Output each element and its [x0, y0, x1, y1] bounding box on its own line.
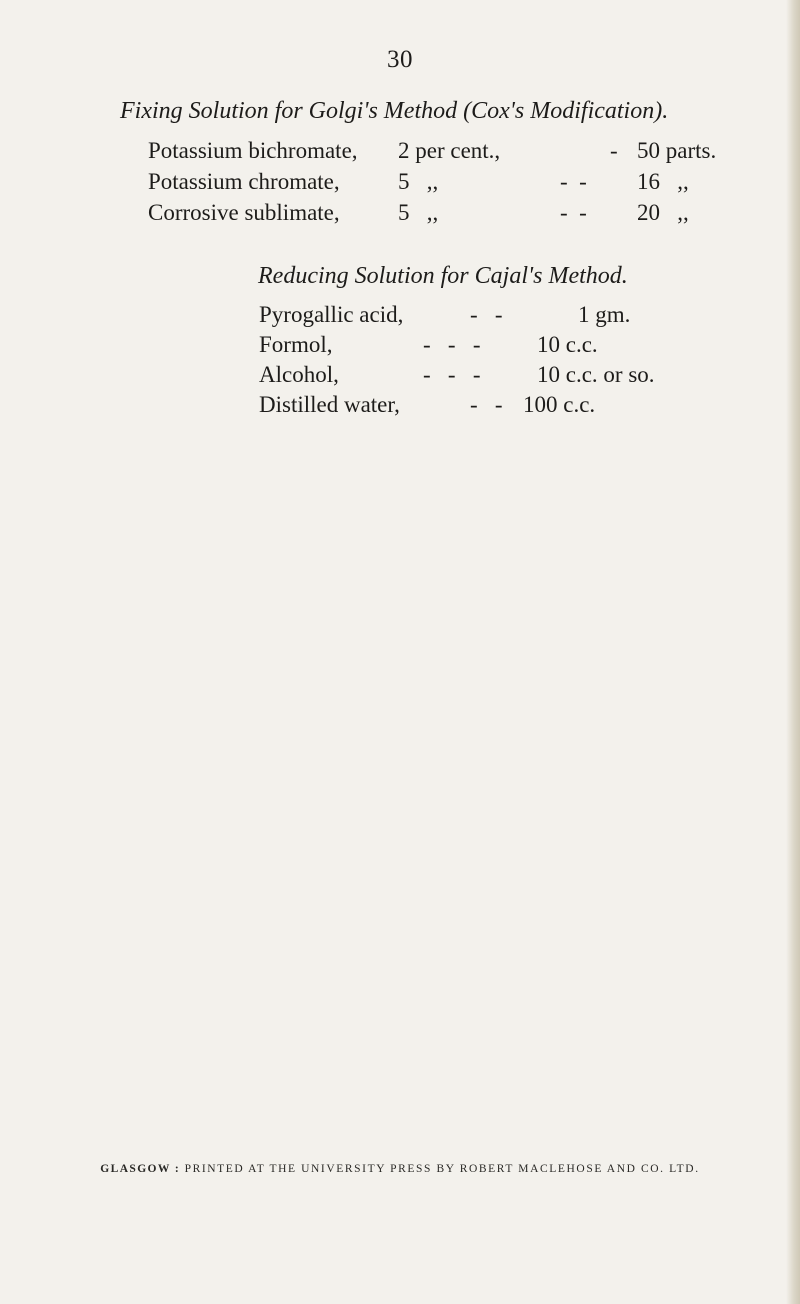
fixing-row-substance: Potassium chromate, — [148, 169, 340, 194]
fixing-row-amount: 16 ,, — [637, 169, 689, 194]
fixing-row-strength: 5 ,, — [398, 200, 439, 225]
fixing-solution-title: Fixing Solution for Golgi's Method (Cox's Modification). — [120, 98, 669, 124]
imprint-lead: GLASGOW : — [100, 1163, 181, 1175]
reducing-row-amount: 100 c.c. — [523, 392, 596, 417]
page-edge-shadow — [786, 0, 800, 1304]
fixing-row-separator: - - — [560, 169, 587, 194]
reducing-row-amount: 1 gm. — [578, 302, 631, 327]
fixing-row-amount: 50 parts. — [637, 138, 717, 163]
reducing-row-substance: Alcohol, — [259, 362, 339, 387]
page-number: 30 — [387, 46, 413, 73]
fixing-row-substance: Potassium bichromate, — [148, 138, 358, 163]
fixing-row-separator: - - — [560, 200, 587, 225]
reducing-row-substance: Formol, — [259, 332, 333, 357]
reducing-row-separator: - - - — [423, 332, 481, 357]
imprint-text: PRINTED AT THE UNIVERSITY PRESS BY ROBERT MACLEHOSE AND CO. LTD. — [184, 1163, 700, 1175]
reducing-row-substance: Pyrogallic acid, — [259, 302, 404, 327]
reducing-row-amount: 10 c.c. — [537, 332, 598, 357]
printer-imprint — [0, 1163, 800, 1175]
fixing-row-substance: Corrosive sublimate, — [148, 200, 340, 225]
reducing-row-amount: 10 c.c. or so. — [537, 362, 655, 387]
fixing-row-separator: - — [610, 138, 618, 163]
fixing-row-strength: 5 ,, — [398, 169, 439, 194]
reducing-row-separator: - - — [470, 302, 503, 327]
reducing-solution-title: Reducing Solution for Cajal's Method. — [258, 263, 628, 289]
fixing-row-strength: 2 per cent., — [398, 138, 501, 163]
reducing-row-separator: - - - — [423, 362, 481, 387]
fixing-row-amount: 20 ,, — [637, 200, 689, 225]
reducing-row-substance: Distilled water, — [259, 392, 400, 417]
reducing-row-separator: - - — [470, 392, 503, 417]
